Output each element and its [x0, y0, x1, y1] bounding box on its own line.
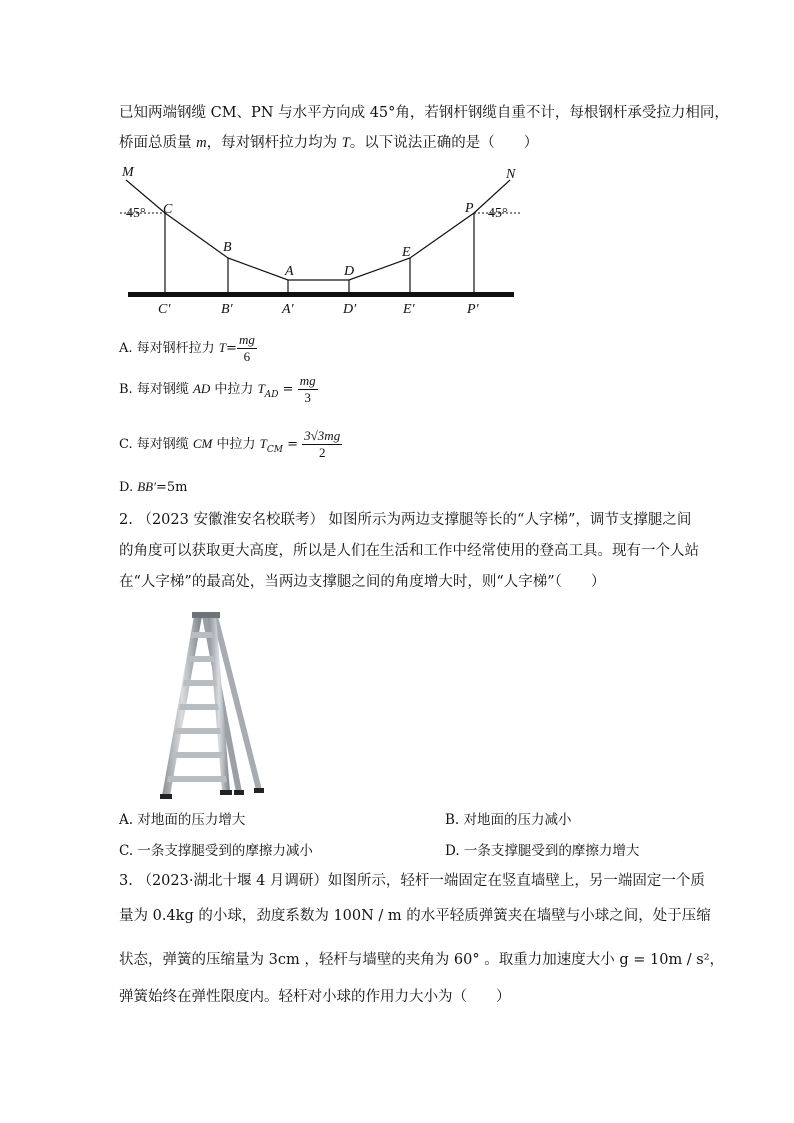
fraction-denominator: 6: [243, 349, 251, 364]
option-text: 中拉力: [210, 382, 258, 397]
label-E-prime: E′: [403, 302, 415, 317]
q1-mass-symbol: m: [196, 135, 207, 151]
q3-stem-line-2: 量为 0.4kg 的小球，劲度系数为 100N / m 的水平轻质弹簧夹在墙壁与小球之间，处于压缩: [119, 908, 711, 924]
label-N: N: [506, 167, 516, 182]
option-symbol: AD: [192, 381, 211, 396]
q3-stem-line-3: 状态，弹簧的压缩量为 3cm ，轻杆与墙壁的夹角为 60° 。取重力加速度大小 g = 10m / s²，: [119, 952, 725, 968]
option-text: =: [283, 437, 303, 452]
fraction: [298, 373, 318, 406]
option-symbol: T: [218, 340, 227, 355]
option-text: =5m: [155, 480, 188, 495]
fraction: [237, 332, 257, 365]
option-text: =: [278, 382, 298, 397]
q2-option-b[interactable]: B. 对地面的压力减小: [445, 812, 572, 828]
label-B: B: [223, 240, 232, 255]
option-text: C. 每对钢缆: [119, 437, 193, 452]
q1-option-b[interactable]: [119, 373, 318, 406]
label-C-prime: C′: [158, 302, 171, 317]
label-D: D: [344, 264, 355, 279]
q1-stem-line-2: [119, 133, 538, 153]
label-P: P: [465, 201, 474, 216]
label-A-prime: A′: [282, 302, 294, 317]
q1-tension-symbol: T: [341, 135, 350, 151]
bridge-deck: [128, 292, 514, 297]
q2-option-c[interactable]: C. 一条支撑腿受到的摩擦力减小: [119, 843, 313, 859]
fraction-numerator: mg: [238, 332, 255, 347]
q1-option-d[interactable]: [119, 477, 187, 498]
fraction: [302, 428, 342, 461]
step-ladder-illustration: [150, 612, 270, 802]
q1-option-a[interactable]: [119, 332, 257, 365]
option-text: 中拉力: [212, 437, 260, 452]
q3-stem-line-1: 3. （2023·湖北十堰 4 月调研）如图所示，轻杆一端固定在竖直墙壁上，另一端固定一个质: [119, 873, 705, 889]
option-symbol: T: [259, 436, 267, 451]
q2-option-a[interactable]: A. 对地面的压力增大: [119, 812, 246, 828]
q1-stem-text: 桥面总质量: [119, 135, 197, 151]
option-text: D.: [119, 480, 138, 495]
option-symbol: BB′: [137, 479, 156, 494]
q3-stem-line-4: 弹簧始终在弹性限度内。轻杆对小球的作用力大小为（ ）: [119, 989, 511, 1005]
label-E: E: [402, 245, 411, 260]
label-P-prime: P′: [467, 302, 479, 317]
label-M: M: [122, 165, 134, 180]
label-D-prime: D′: [343, 302, 357, 317]
q2-stem-line-3: 在“人字梯”的最高处，当两边支撑腿之间的角度增大时，则“人字梯”（ ）: [119, 574, 606, 590]
main-cable: [126, 180, 510, 280]
option-text: A. 每对钢杆拉力: [119, 341, 219, 356]
q1-stem-text: 。以下说法正确的是（ ）: [349, 135, 539, 151]
q2-stem-line-1: 2. （2023 安徽淮安名校联考） 如图所示为两边支撑腿等长的“人字梯”，调节支撑腿之间: [119, 512, 692, 528]
label-B-prime: B′: [221, 302, 233, 317]
fraction-numerator: mg: [299, 373, 316, 388]
label-A: A: [285, 264, 294, 279]
angle-label-right: 45°: [488, 206, 508, 221]
option-subscript: CM: [266, 445, 283, 455]
q1-stem-text: ，每对钢杆拉力均为: [206, 135, 342, 151]
option-symbol: T: [257, 381, 265, 396]
q2-option-d[interactable]: D. 一条支撑腿受到的摩擦力增大: [445, 843, 640, 859]
angle-label-left: 45°: [126, 206, 146, 221]
q2-stem-line-2: 的角度可以获取更大高度，所以是人们在生活和工作中经常使用的登高工具。现有一个人站: [119, 543, 699, 559]
option-symbol: CM: [192, 436, 213, 451]
fraction-denominator: 2: [318, 445, 326, 460]
option-text: =: [226, 341, 237, 356]
suspension-bridge-diagram: [118, 160, 528, 325]
fraction-denominator: 3: [304, 390, 311, 405]
fraction-numerator: 3√3mg: [304, 428, 341, 443]
option-text: B. 每对钢缆: [119, 382, 193, 397]
q1-option-c[interactable]: [119, 428, 342, 461]
q1-stem-line-1: 已知两端钢缆 CM、PN 与水平方向成 45°角，若钢杆钢缆自重不计，每根钢杆承受拉力相同，: [119, 105, 729, 121]
label-C: C: [163, 202, 173, 217]
option-subscript: AD: [264, 390, 279, 400]
